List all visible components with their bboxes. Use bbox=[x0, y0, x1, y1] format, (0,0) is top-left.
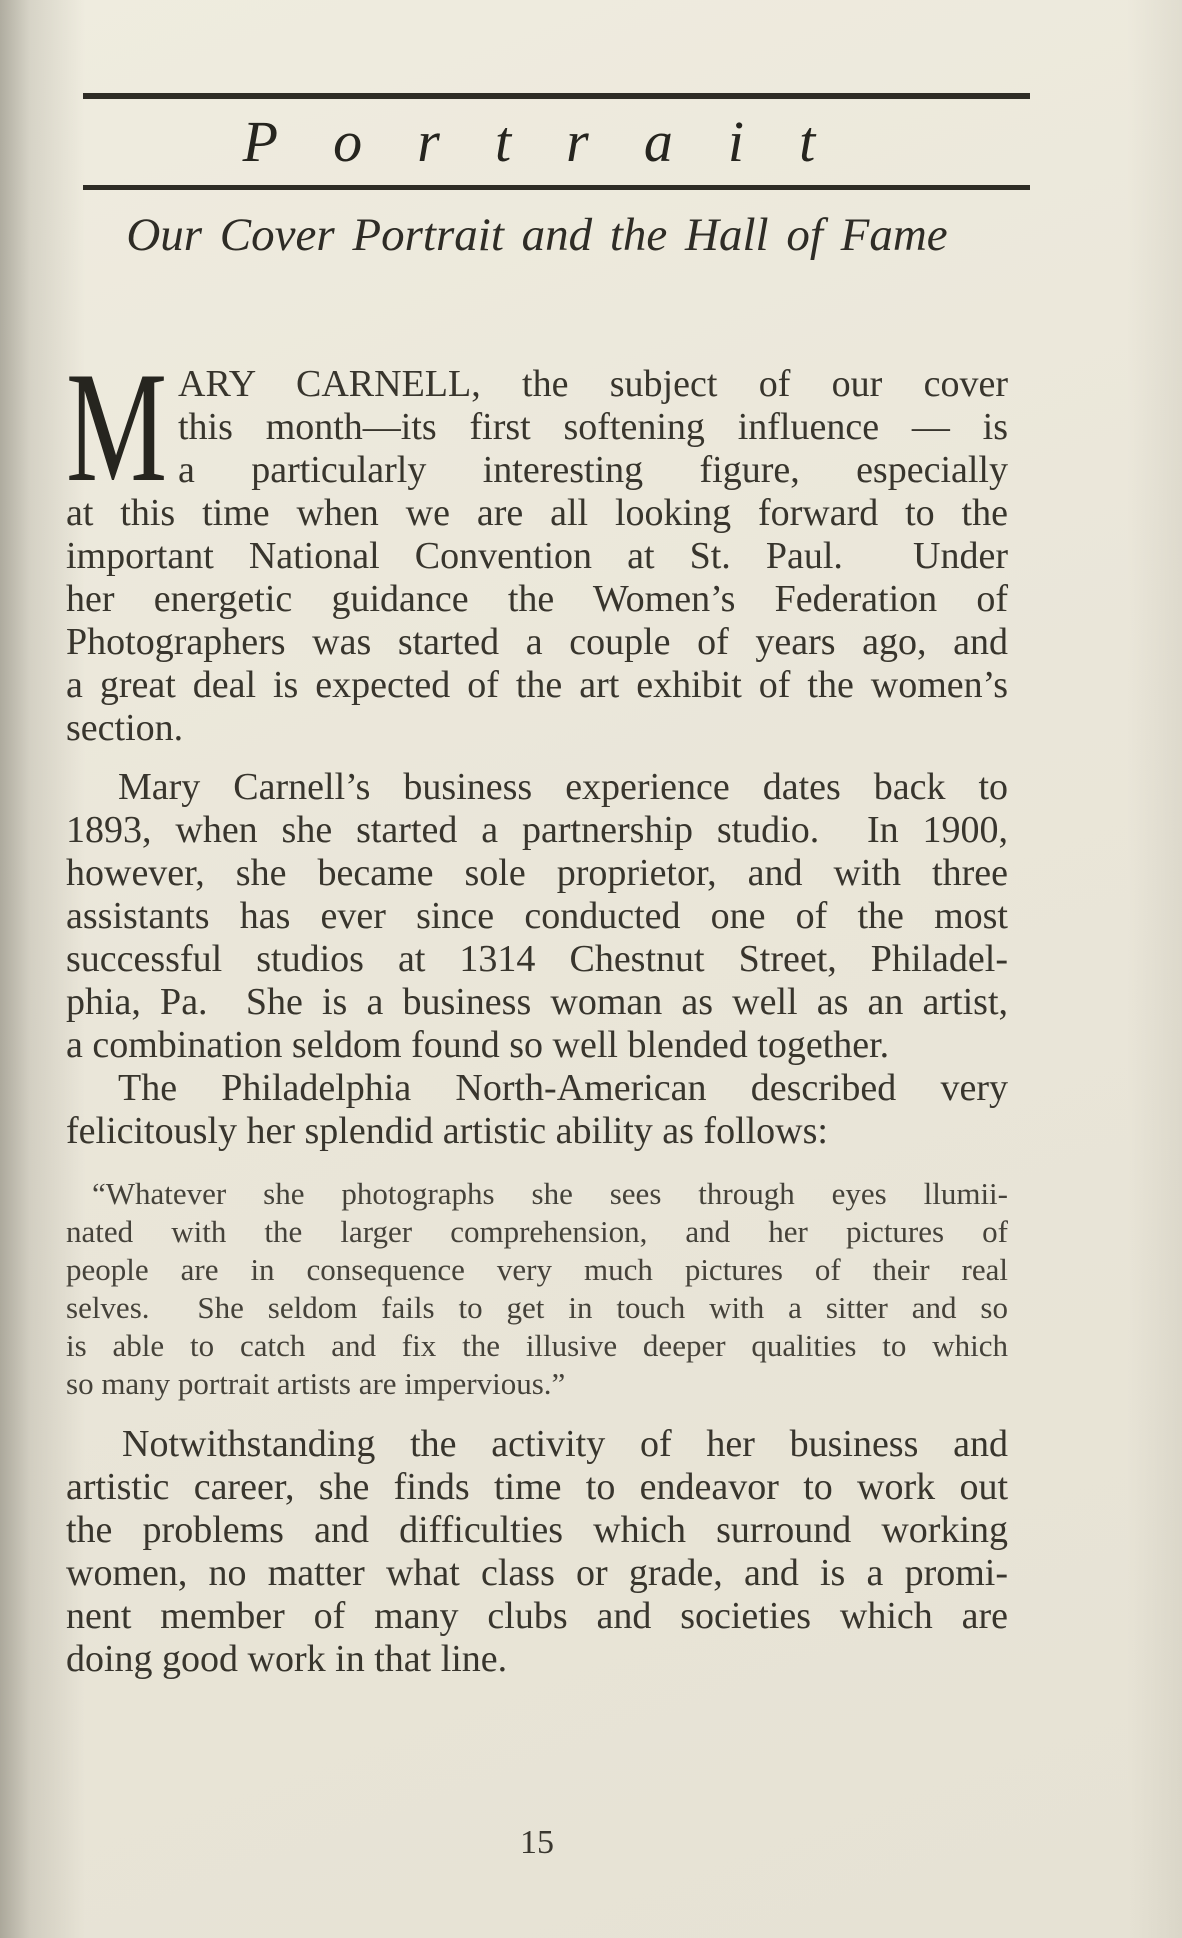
text-line: this month—its first softening influence — is bbox=[178, 406, 1008, 448]
text-line: “Whatever she photographs she sees through eyes llumii- bbox=[92, 1176, 1008, 1211]
text-line: section. bbox=[66, 707, 184, 749]
drop-cap bbox=[66, 340, 178, 515]
page-number: 15 bbox=[520, 1824, 554, 1861]
text-line: however, she became sole proprietor, and with three bbox=[66, 852, 1008, 894]
text-line: is able to catch and fix the illusive deeper qualities to which bbox=[66, 1328, 1008, 1363]
text-line: people are in consequence very much pictures of their real bbox=[66, 1252, 1008, 1287]
text-line: Mary Carnell’s business experience dates back to bbox=[118, 766, 1008, 808]
drop-cap-letter: M bbox=[66, 340, 168, 515]
masthead bbox=[83, 93, 1030, 190]
masthead-title: Portrait bbox=[242, 109, 871, 174]
text-line: important National Convention at St. Paul. Under bbox=[66, 535, 1008, 577]
paragraph-3 bbox=[66, 1067, 1008, 1153]
text-line: nated with the larger comprehension, and her pictures of bbox=[66, 1214, 1008, 1249]
text-line: selves. She seldom fails to get in touch with a sitter and so bbox=[66, 1290, 1008, 1325]
text-line: felicitously her splendid artistic ability as follows: bbox=[66, 1110, 828, 1152]
text-line: 1893, when she started a partnership studio. In 1900, bbox=[66, 809, 1008, 851]
paragraph-4 bbox=[66, 1423, 1008, 1681]
text-line: ARY CARNELL, the subject of our cover bbox=[178, 363, 1008, 405]
text-line: phia, Pa. She is a business woman as well as an artist, bbox=[66, 981, 1008, 1023]
text-line: successful studios at 1314 Chestnut Street, Philadel- bbox=[66, 938, 1008, 980]
text-line: a great deal is expected of the art exhibit of the women’s bbox=[66, 664, 1008, 706]
block-quote bbox=[66, 1175, 1008, 1403]
paragraph-2 bbox=[66, 766, 1008, 1067]
text-line: her energetic guidance the Women’s Federation of bbox=[66, 578, 1008, 620]
text-line: a combination seldom found so well blended together. bbox=[66, 1024, 890, 1066]
text-line: Notwithstanding the activity of her business and bbox=[122, 1423, 1008, 1465]
text-line: Photographers was started a couple of years ago, and bbox=[66, 621, 1008, 663]
text-line: so many portrait artists are impervious.” bbox=[66, 1366, 566, 1401]
article-body bbox=[66, 340, 1008, 1681]
text-line: the problems and difficulties which surround working bbox=[66, 1509, 1008, 1551]
text-line: The Philadelphia North-American described very bbox=[118, 1067, 1008, 1109]
text-line: nent member of many clubs and societies which are bbox=[66, 1595, 1008, 1637]
text-line: at this time when we are all looking forward to the bbox=[66, 492, 1008, 534]
text-line: a particularly interesting figure, especially bbox=[178, 449, 1008, 491]
text-line: artistic career, she finds time to endeavor to work out bbox=[66, 1466, 1008, 1508]
article-title: Our Cover Portrait and the Hall of Fame bbox=[126, 209, 948, 261]
text-line: doing good work in that line. bbox=[66, 1638, 508, 1680]
text-line: women, no matter what class or grade, and is a promi- bbox=[66, 1552, 1008, 1594]
paragraph-1 bbox=[66, 340, 1008, 750]
text-line: assistants has ever since conducted one of the most bbox=[66, 895, 1008, 937]
